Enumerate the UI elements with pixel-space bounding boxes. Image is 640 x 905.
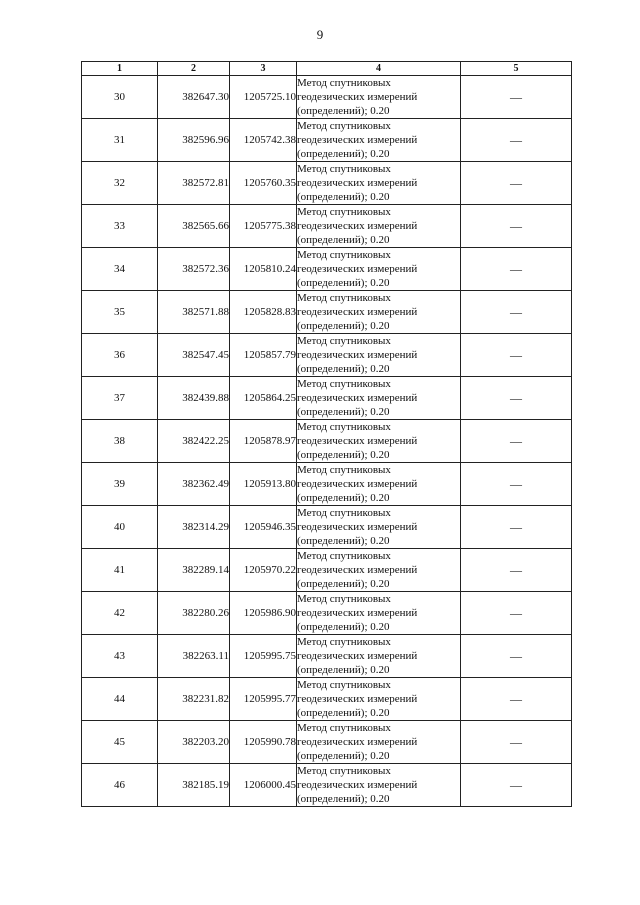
column-header-3: 3 — [230, 62, 297, 76]
point-number-cell: 39 — [82, 463, 158, 506]
point-number-cell: 31 — [82, 119, 158, 162]
x-coordinate-cell: 382422.25 — [158, 420, 230, 463]
x-coordinate-cell: 382231.82 — [158, 678, 230, 721]
x-coordinate-cell: 382280.26 — [158, 592, 230, 635]
empty-value-cell: — — [461, 162, 572, 205]
method-cell — [297, 549, 461, 592]
y-coordinate-cell: 1205986.90 — [230, 592, 297, 635]
empty-value-cell: — — [461, 377, 572, 420]
method-line: (определений); 0.20 — [297, 234, 390, 246]
point-number-cell: 42 — [82, 592, 158, 635]
method-line: геодезических измерений — [297, 650, 418, 662]
method-line: (определений); 0.20 — [297, 191, 390, 203]
x-coordinate-cell: 382596.96 — [158, 119, 230, 162]
method-line: геодезических измерений — [297, 607, 418, 619]
x-coordinate-cell: 382185.19 — [158, 764, 230, 807]
method-line: Метод спутниковых — [297, 206, 391, 218]
table-row — [82, 506, 572, 549]
method-line: Метод спутниковых — [297, 507, 391, 519]
method-cell — [297, 506, 461, 549]
table-row — [82, 291, 572, 334]
method-line: Метод спутниковых — [297, 77, 391, 89]
table-row — [82, 678, 572, 721]
method-line: (определений); 0.20 — [297, 793, 390, 805]
method-cell — [297, 635, 461, 678]
method-line: (определений); 0.20 — [297, 406, 390, 418]
page-number: 9 — [316, 27, 324, 42]
method-line: (определений); 0.20 — [297, 535, 390, 547]
x-coordinate-cell: 382572.36 — [158, 248, 230, 291]
y-coordinate-cell: 1205857.79 — [230, 334, 297, 377]
y-coordinate-cell: 1205725.10 — [230, 76, 297, 119]
method-line: Метод спутниковых — [297, 593, 391, 605]
method-cell — [297, 764, 461, 807]
table-row — [82, 205, 572, 248]
method-cell — [297, 420, 461, 463]
x-coordinate-cell: 382571.88 — [158, 291, 230, 334]
point-number-cell: 41 — [82, 549, 158, 592]
method-cell — [297, 248, 461, 291]
table-row — [82, 248, 572, 291]
method-cell — [297, 377, 461, 420]
empty-value-cell: — — [461, 592, 572, 635]
empty-value-cell: — — [461, 721, 572, 764]
y-coordinate-cell: 1205995.75 — [230, 635, 297, 678]
method-cell — [297, 721, 461, 764]
table-row — [82, 334, 572, 377]
table-body — [82, 76, 572, 807]
y-coordinate-cell: 1205775.38 — [230, 205, 297, 248]
x-coordinate-cell: 382314.29 — [158, 506, 230, 549]
y-coordinate-cell: 1205995.77 — [230, 678, 297, 721]
method-line: геодезических измерений — [297, 521, 418, 533]
point-number-cell: 36 — [82, 334, 158, 377]
point-number-cell: 37 — [82, 377, 158, 420]
method-line: геодезических измерений — [297, 693, 418, 705]
empty-value-cell: — — [461, 420, 572, 463]
table-row — [82, 420, 572, 463]
method-line: геодезических измерений — [297, 91, 418, 103]
column-header-5: 5 — [461, 62, 572, 76]
method-line: геодезических измерений — [297, 349, 418, 361]
table-row — [82, 592, 572, 635]
empty-value-cell: — — [461, 248, 572, 291]
method-line: Метод спутниковых — [297, 292, 391, 304]
point-number-cell: 44 — [82, 678, 158, 721]
method-line: Метод спутниковых — [297, 464, 391, 476]
method-line: Метод спутниковых — [297, 765, 391, 777]
method-line: геодезических измерений — [297, 564, 418, 576]
method-line: (определений); 0.20 — [297, 664, 390, 676]
y-coordinate-cell: 1205864.25 — [230, 377, 297, 420]
method-line: геодезических измерений — [297, 736, 418, 748]
table-row — [82, 764, 572, 807]
point-number-cell: 34 — [82, 248, 158, 291]
x-coordinate-cell: 382547.45 — [158, 334, 230, 377]
table-row — [82, 119, 572, 162]
method-line: (определений); 0.20 — [297, 621, 390, 633]
method-line: геодезических измерений — [297, 435, 418, 447]
x-coordinate-cell: 382263.11 — [158, 635, 230, 678]
y-coordinate-cell: 1205878.97 — [230, 420, 297, 463]
method-line: (определений); 0.20 — [297, 277, 390, 289]
method-line: (определений); 0.20 — [297, 363, 390, 375]
x-coordinate-cell: 382362.49 — [158, 463, 230, 506]
y-coordinate-cell: 1205913.80 — [230, 463, 297, 506]
empty-value-cell: — — [461, 549, 572, 592]
table-row — [82, 549, 572, 592]
method-line: (определений); 0.20 — [297, 750, 390, 762]
method-line: геодезических измерений — [297, 263, 418, 275]
coordinates-table — [81, 61, 572, 807]
empty-value-cell: — — [461, 76, 572, 119]
method-line: геодезических измерений — [297, 220, 418, 232]
method-line: геодезических измерений — [297, 392, 418, 404]
column-header-4: 4 — [297, 62, 461, 76]
method-cell — [297, 76, 461, 119]
x-coordinate-cell: 382572.81 — [158, 162, 230, 205]
y-coordinate-cell: 1205970.22 — [230, 549, 297, 592]
method-line: (определений); 0.20 — [297, 105, 390, 117]
method-line: Метод спутниковых — [297, 249, 391, 261]
method-line: Метод спутниковых — [297, 679, 391, 691]
method-line: (определений); 0.20 — [297, 492, 390, 504]
y-coordinate-cell: 1205990.78 — [230, 721, 297, 764]
method-line: Метод спутниковых — [297, 335, 391, 347]
method-cell — [297, 205, 461, 248]
table-row — [82, 162, 572, 205]
method-line: Метод спутниковых — [297, 722, 391, 734]
empty-value-cell: — — [461, 205, 572, 248]
method-cell — [297, 463, 461, 506]
method-line: Метод спутниковых — [297, 421, 391, 433]
point-number-cell: 40 — [82, 506, 158, 549]
empty-value-cell: — — [461, 506, 572, 549]
method-line: Метод спутниковых — [297, 120, 391, 132]
method-line: Метод спутниковых — [297, 636, 391, 648]
table-row — [82, 377, 572, 420]
empty-value-cell: — — [461, 291, 572, 334]
method-line: (определений); 0.20 — [297, 578, 390, 590]
table-row — [82, 463, 572, 506]
x-coordinate-cell: 382647.30 — [158, 76, 230, 119]
method-line: геодезических измерений — [297, 306, 418, 318]
method-cell — [297, 162, 461, 205]
x-coordinate-cell: 382203.20 — [158, 721, 230, 764]
point-number-cell: 45 — [82, 721, 158, 764]
method-line: (определений); 0.20 — [297, 320, 390, 332]
point-number-cell: 43 — [82, 635, 158, 678]
y-coordinate-cell: 1205946.35 — [230, 506, 297, 549]
point-number-cell: 32 — [82, 162, 158, 205]
empty-value-cell: — — [461, 463, 572, 506]
method-line: Метод спутниковых — [297, 550, 391, 562]
table-row — [82, 76, 572, 119]
x-coordinate-cell: 382565.66 — [158, 205, 230, 248]
y-coordinate-cell: 1205810.24 — [230, 248, 297, 291]
y-coordinate-cell: 1205742.38 — [230, 119, 297, 162]
column-header-1: 1 — [82, 62, 158, 76]
method-line: (определений); 0.20 — [297, 707, 390, 719]
x-coordinate-cell: 382439.88 — [158, 377, 230, 420]
method-line: геодезических измерений — [297, 478, 418, 490]
method-line: геодезических измерений — [297, 177, 418, 189]
method-line: геодезических измерений — [297, 779, 418, 791]
method-line: (определений); 0.20 — [297, 449, 390, 461]
point-number-cell: 33 — [82, 205, 158, 248]
y-coordinate-cell: 1205828.83 — [230, 291, 297, 334]
x-coordinate-cell: 382289.14 — [158, 549, 230, 592]
point-number-cell: 30 — [82, 76, 158, 119]
point-number-cell: 46 — [82, 764, 158, 807]
method-cell — [297, 592, 461, 635]
method-cell — [297, 334, 461, 377]
point-number-cell: 35 — [82, 291, 158, 334]
method-line: Метод спутниковых — [297, 163, 391, 175]
header-row — [82, 62, 572, 76]
empty-value-cell: — — [461, 764, 572, 807]
method-cell — [297, 119, 461, 162]
method-line: Метод спутниковых — [297, 378, 391, 390]
table-row — [82, 721, 572, 764]
y-coordinate-cell: 1205760.35 — [230, 162, 297, 205]
empty-value-cell: — — [461, 635, 572, 678]
method-cell — [297, 291, 461, 334]
method-cell — [297, 678, 461, 721]
empty-value-cell: — — [461, 119, 572, 162]
table-row — [82, 635, 572, 678]
point-number-cell: 38 — [82, 420, 158, 463]
method-line: геодезических измерений — [297, 134, 418, 146]
empty-value-cell: — — [461, 678, 572, 721]
column-header-2: 2 — [158, 62, 230, 76]
empty-value-cell: — — [461, 334, 572, 377]
method-line: (определений); 0.20 — [297, 148, 390, 160]
y-coordinate-cell: 1206000.45 — [230, 764, 297, 807]
